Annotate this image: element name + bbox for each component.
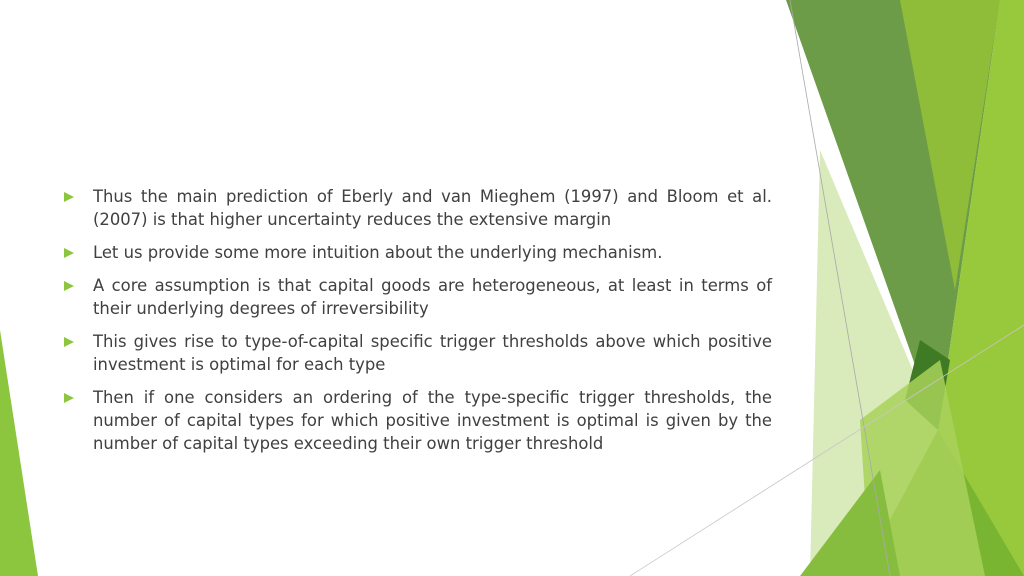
bullet-item [64,274,772,320]
bullet-arrow-icon [64,248,74,258]
left-edge-shape [0,330,38,576]
bullet-text: This gives rise to type-of-capital specific trigger thresholds above which positive investment is optimal for each type [93,332,772,374]
bullet-item [64,386,772,455]
bullet-item [64,241,772,264]
bullet-item [64,330,772,376]
bullet-text: A core assumption is that capital goods are heterogeneous, at least in terms of their underlying degrees of irreversibility [93,276,772,318]
bullet-arrow-icon [64,337,74,347]
bullet-arrow-icon [64,192,74,202]
bullet-arrow-icon [64,281,74,291]
bullet-list [64,185,772,465]
bullet-text: Let us provide some more intuition about the underlying mechanism. [93,243,663,262]
bullet-item [64,185,772,231]
bullet-text: Thus the main prediction of Eberly and van Mieghem (1997) and Bloom et al. (2007) is that higher uncertainty reduces the extensive margin [93,187,772,229]
bullet-arrow-icon [64,393,74,403]
bullet-text: Then if one considers an ordering of the type-specific trigger thresholds, the number of capital types for which positive investment is optimal is given by the number of capital types exceeding their own trigger threshold [93,388,772,453]
